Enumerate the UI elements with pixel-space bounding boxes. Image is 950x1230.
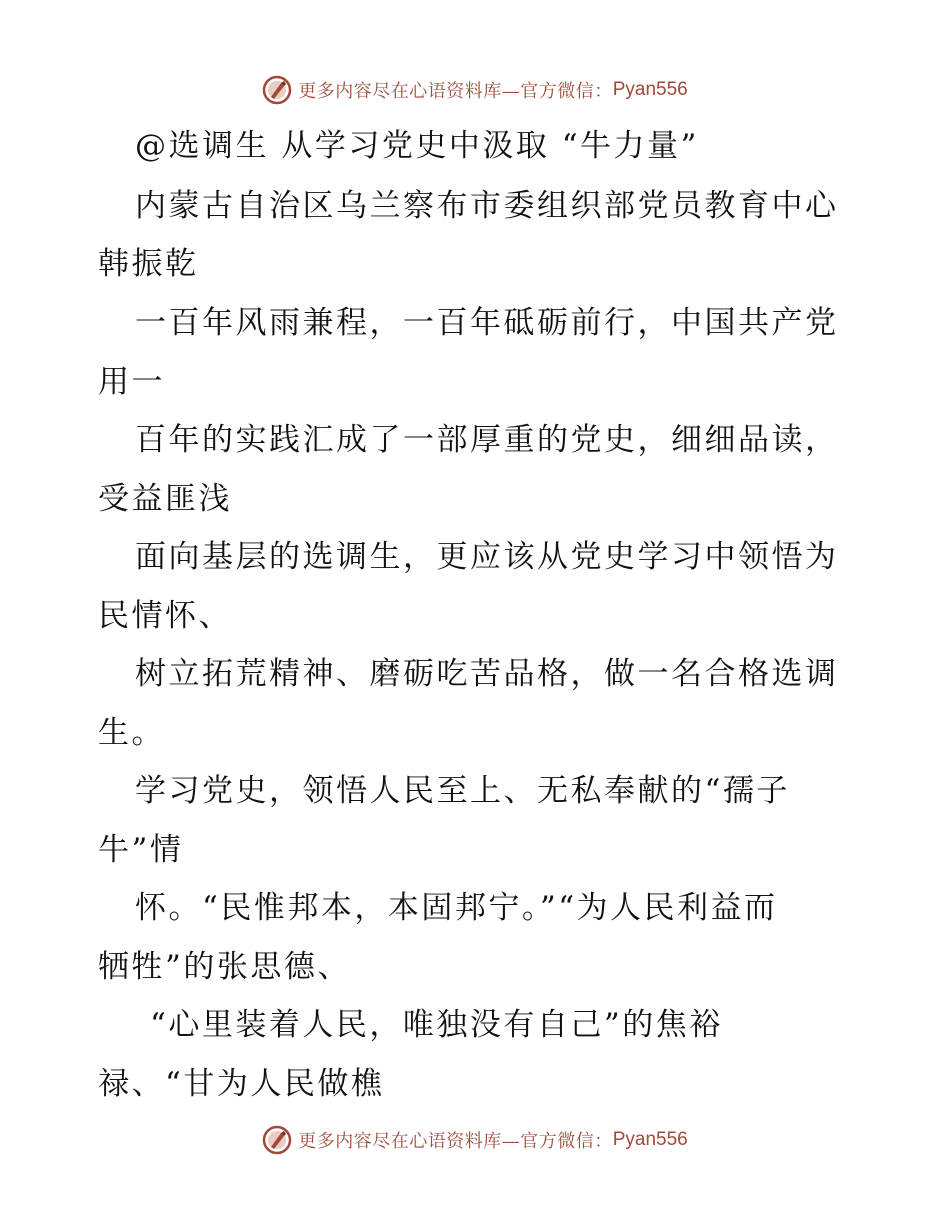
footer-banner: [0, 1120, 950, 1160]
pen-nib-badge-icon: [262, 1125, 292, 1155]
doc-line: “心里装着人民，唯独没有自己”的焦裕: [150, 1007, 723, 1043]
pen-nib-badge-icon: [262, 75, 292, 105]
doc-line: 民情怀、: [98, 598, 232, 634]
banner-text: 更多内容尽在心语资料库—官方微信：: [298, 81, 613, 102]
banner-wechat-id: Pyan556: [612, 79, 688, 100]
doc-line: 内蒙古自治区乌兰察布市委组织部党员教育中心: [135, 188, 839, 224]
doc-line: 牛”情: [98, 832, 184, 868]
doc-title: @选调生 从学习党史中汲取 “牛力量”: [135, 128, 699, 164]
doc-line: 百年的实践汇成了一部厚重的党史，细细品读，: [135, 422, 839, 458]
doc-line: 学习党史，领悟人民至上、无私奉献的“孺子: [135, 773, 790, 809]
doc-line: 生。: [98, 715, 165, 751]
doc-line: 怀。“民惟邦本，本固邦宁。”“为人民利益而: [135, 890, 778, 926]
header-banner: [0, 70, 950, 110]
doc-line: 韩振乾: [98, 246, 199, 282]
doc-line: 一百年风雨兼程，一百年砥砺前行，中国共产党: [135, 305, 839, 341]
doc-line: 面向基层的选调生，更应该从党史学习中领悟为: [135, 539, 839, 575]
doc-line: 牺牲”的张思德、: [98, 949, 351, 985]
doc-line: 用一: [98, 364, 165, 400]
banner-wechat-id: Pyan556: [612, 1129, 688, 1150]
doc-line: 禄、“甘为人民做樵: [98, 1066, 385, 1102]
doc-line: 受益匪浅: [98, 481, 232, 517]
doc-line: 树立拓荒精神、磨砺吃苦品格，做一名合格选调: [135, 656, 839, 692]
banner-text: 更多内容尽在心语资料库—官方微信：: [298, 1131, 613, 1152]
